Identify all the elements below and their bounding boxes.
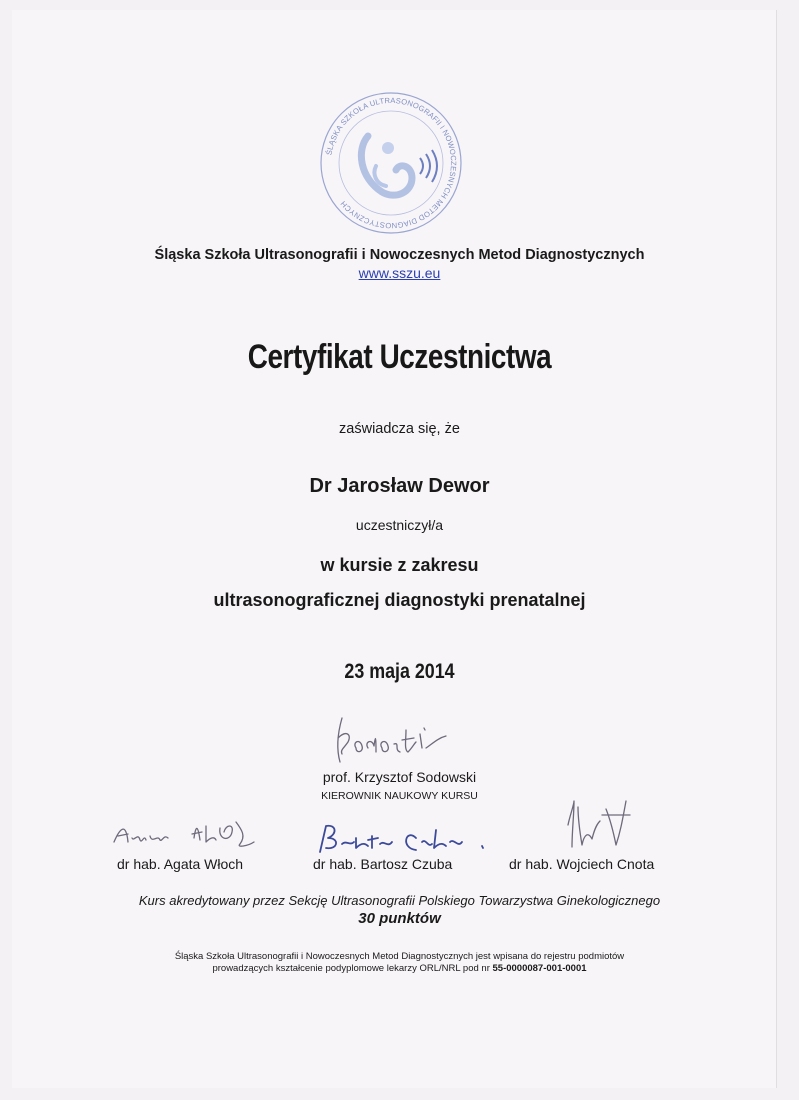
registry-number: 55-0000087-001-0001 [492, 963, 587, 974]
signatory-agata-wloch: dr hab. Agata Włoch [117, 856, 244, 872]
certify-line: zaświadcza się, że [339, 421, 460, 437]
head-signatory-name: prof. Krzysztof Sodowski [322, 769, 477, 785]
school-seal-logo [316, 88, 466, 238]
course-line-2: ultrasonograficznej diagnostyki prenatalnej [213, 590, 586, 610]
accreditation-text: Kurs akredytowany przez Sekcję Ultrasonografii Polskiego Towarzystwa Ginekologicznego [138, 893, 661, 908]
head-signatory-role: KIEROWNIK NAUKOWY KURSU [321, 790, 478, 802]
seal-ring-text: ŚLĄSKA SZKOŁA ULTRASONOGRAFII I NOWOCZESNYCH METOD DIAGNOSTYCZNYCH [324, 95, 459, 231]
registry-line-1: Śląska Szkoła Ultrasonografii i Nowoczesnych Metod Diagnostycznych jest wpisana do rejestru podmiotów [174, 951, 625, 962]
certificate-title: Certyfikat Uczestnictwa [247, 338, 552, 376]
registry-line-2 [0, 963, 799, 974]
participation-line: uczestniczył/a [355, 517, 444, 533]
signatory-wojciech-cnota: dr hab. Wojciech Cnota [509, 856, 655, 872]
course-date: 23 maja 2014 [344, 660, 455, 683]
recipient-name: Dr Jarosław Dewor [309, 475, 490, 497]
accreditation-points: 30 punktów [358, 910, 441, 927]
signature-wojciech-cnota [560, 795, 640, 855]
school-name: Śląska Szkoła Ultrasonografii i Nowoczesnych Metod Diagnostycznych [154, 247, 645, 263]
registry-line-2-text: prowadzących kształcenie podyplomowe lekarzy ORL/NRL pod nr [212, 963, 490, 974]
signatory-bartosz-czuba: dr hab. Bartosz Czuba [313, 856, 453, 872]
svg-text:ŚLĄSKA SZKOŁA ULTRASONOGRAFII [325, 96, 459, 230]
website-link[interactable]: www.sszu.eu [358, 265, 441, 281]
signature-bartosz-czuba [312, 818, 492, 858]
course-line-1: w kursie z zakresu [320, 555, 479, 575]
head-signature [328, 708, 458, 770]
signature-agata-wloch [108, 812, 268, 856]
